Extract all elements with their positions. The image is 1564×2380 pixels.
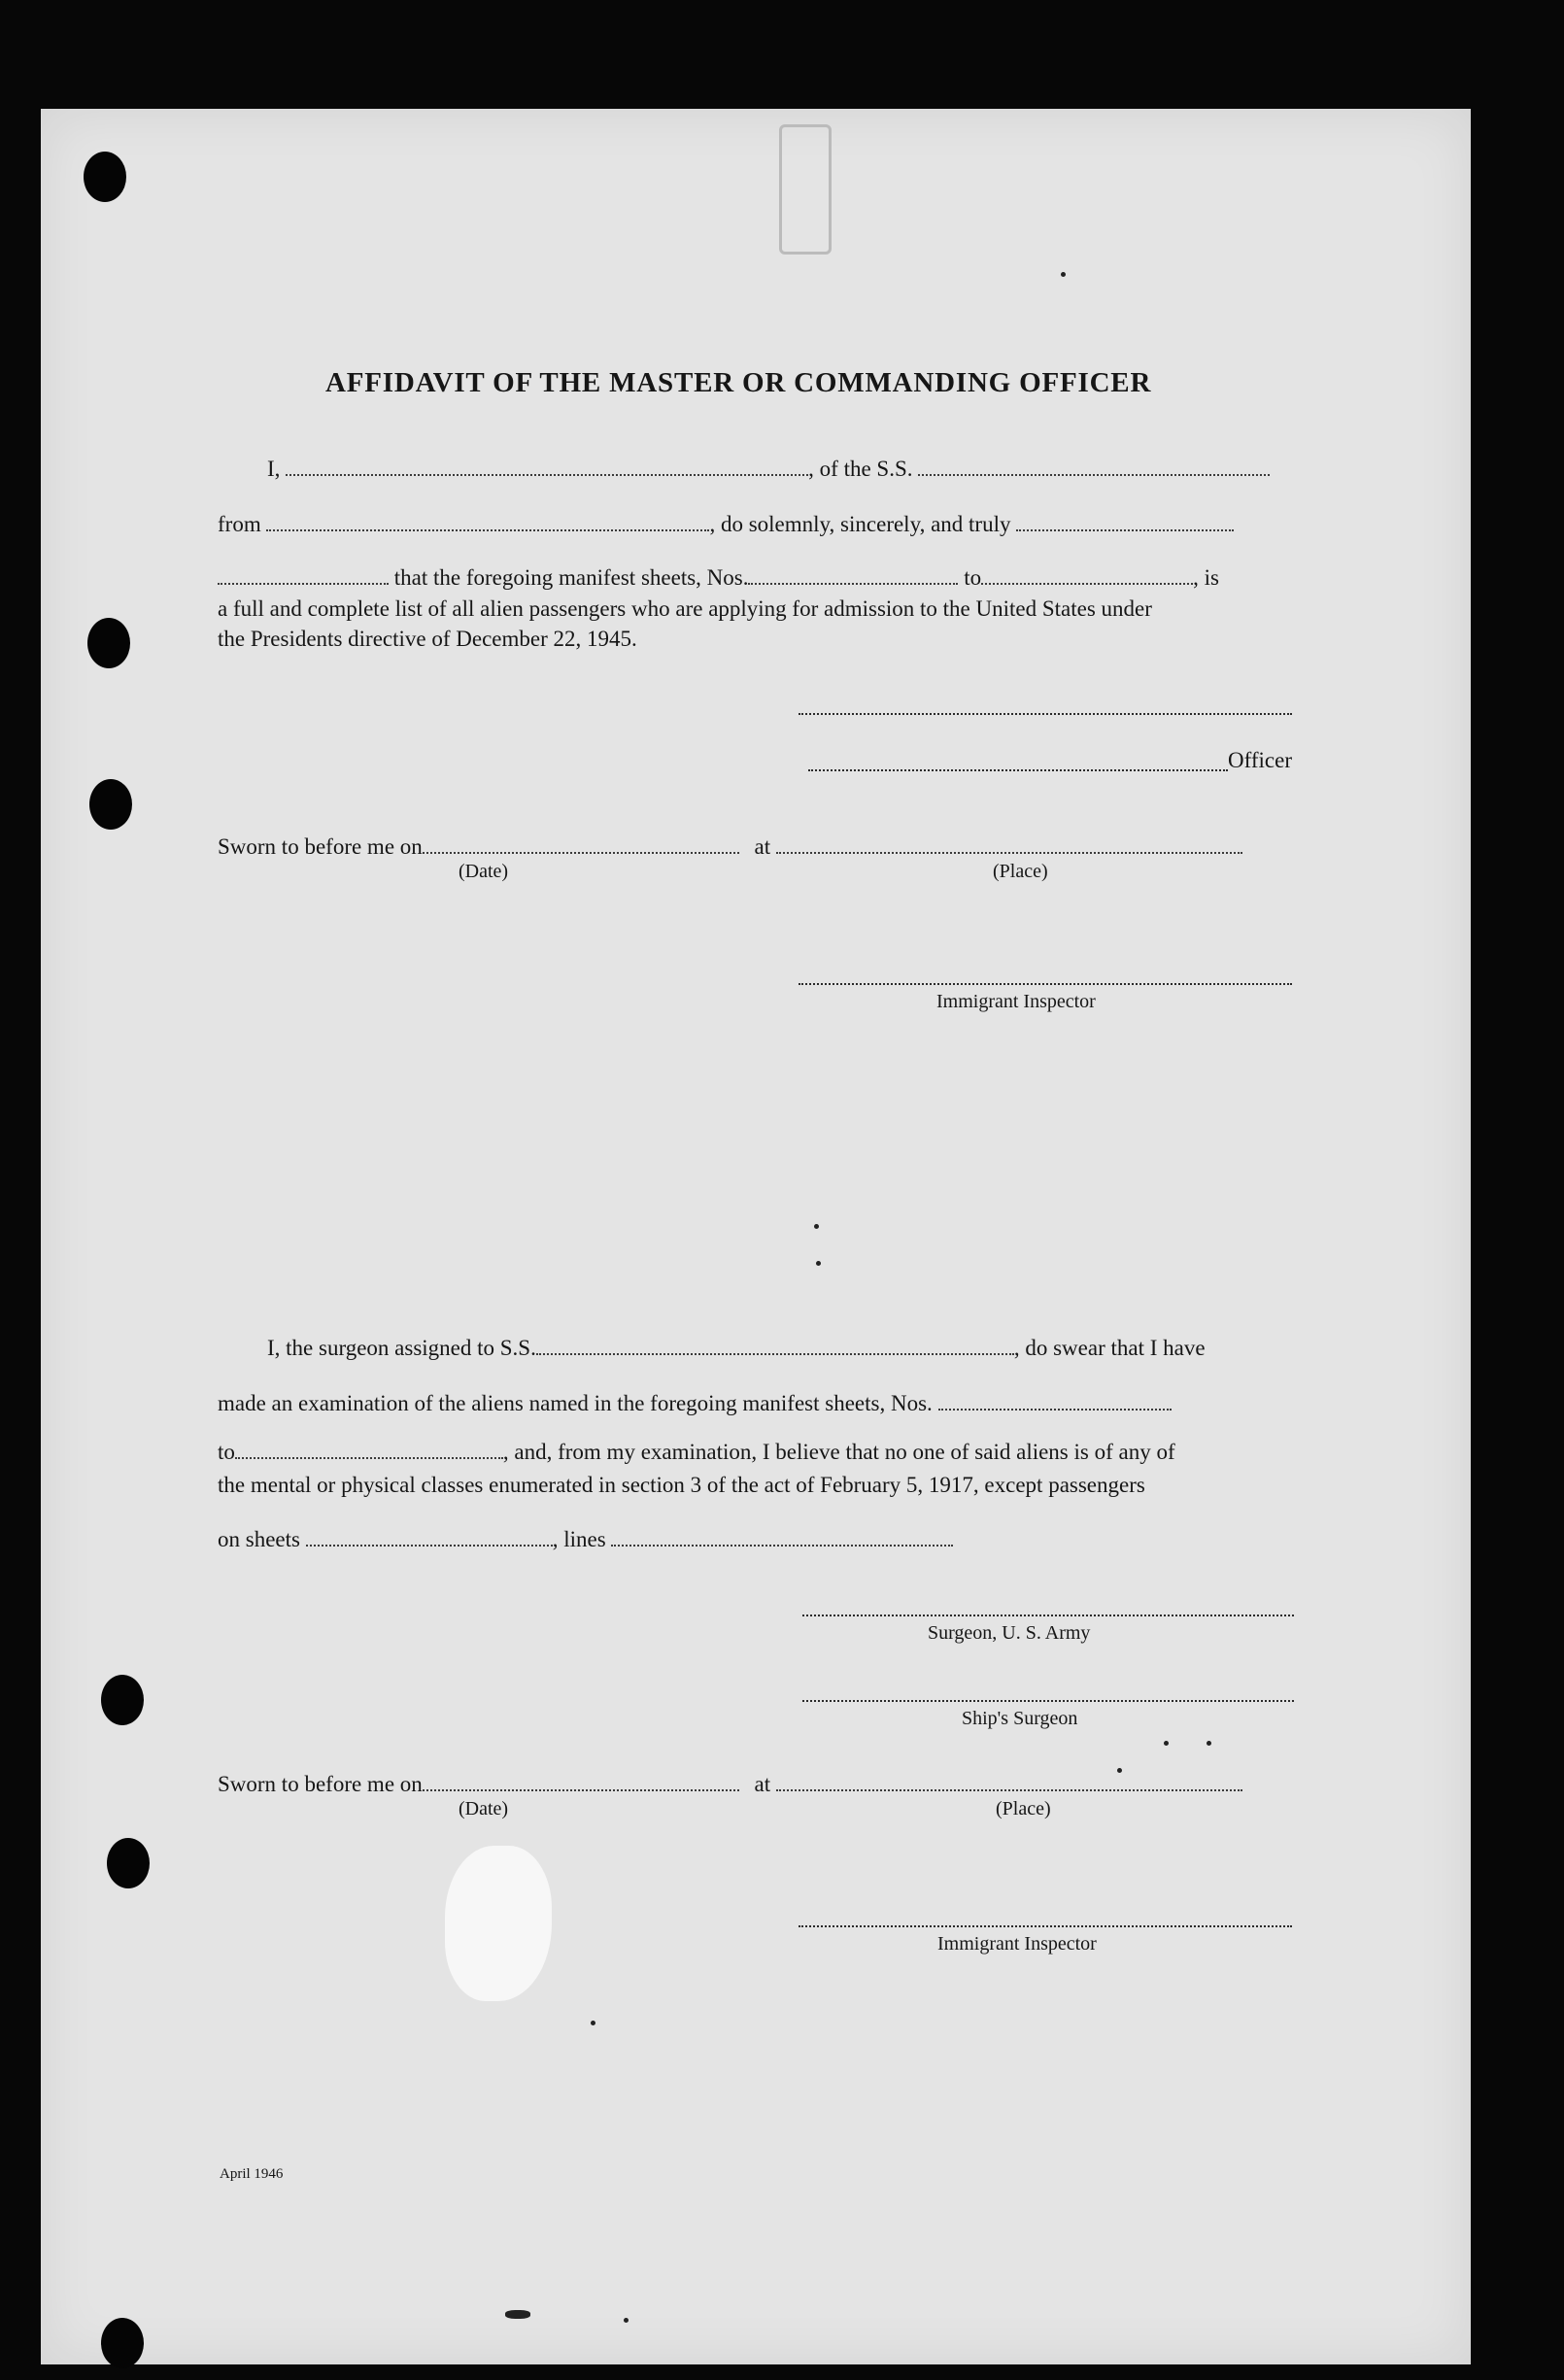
- manifest-prefix: that the foregoing manifest sheets, Nos.: [393, 565, 749, 590]
- ink-dot: [1061, 272, 1066, 277]
- page-title: AFFIDAVIT OF THE MASTER OR COMMANDING OFFICER: [325, 367, 1152, 398]
- of-ss-label: , of the S.S.: [808, 457, 913, 481]
- punch-hole: [84, 152, 126, 202]
- punch-hole: [101, 2318, 144, 2368]
- inspector-signature-line-2[interactable]: [799, 1925, 1292, 1927]
- form-date: April 1946: [220, 2166, 284, 2182]
- paragraph-line-2: a full and complete list of all alien passengers who are applying for admission to the United States under: [218, 596, 1152, 621]
- paper-smudge: [445, 1846, 552, 2001]
- surgeon-ship-field[interactable]: [536, 1353, 1014, 1355]
- surgeon-line-4: [218, 1473, 1145, 1498]
- master-line-3: [218, 565, 1219, 591]
- solemnly-text: , do solemnly, sincerely, and truly: [709, 512, 1011, 536]
- inspector-signature-line[interactable]: [799, 983, 1292, 985]
- sworn-label: Sworn to before me on: [218, 834, 423, 859]
- sheet-from-field[interactable]: [748, 583, 958, 585]
- army-surgeon-caption: Surgeon, U. S. Army: [928, 1622, 1091, 1644]
- at-label: at: [754, 834, 771, 859]
- ink-dot: [1117, 1768, 1122, 1773]
- surgeon-line-2: [218, 1391, 1172, 1416]
- sworn-date-field[interactable]: [423, 852, 739, 854]
- officer-signature-line[interactable]: [808, 769, 1228, 771]
- paragraph-line-3: the Presidents directive of December 22, 1945.: [218, 627, 637, 651]
- place-caption: (Place): [993, 861, 1048, 882]
- ink-dot: [1207, 1741, 1211, 1746]
- surgeon-to-label: to: [218, 1440, 235, 1464]
- master-name-field[interactable]: [286, 474, 808, 476]
- master-line-5: [218, 627, 637, 652]
- surgeon-line2: made an examination of the aliens named in the foregoing manifest sheets, Nos.: [218, 1391, 933, 1415]
- sworn-date-field-2[interactable]: [423, 1789, 739, 1791]
- surgeon-line3-rest: , and, from my examination, I believe that no one of said aliens is of any of: [502, 1440, 1175, 1464]
- ink-dot: [814, 1224, 819, 1229]
- port-field[interactable]: [266, 529, 709, 531]
- punch-hole: [89, 779, 132, 830]
- document-page: [41, 109, 1471, 2364]
- is-label: , is: [1193, 565, 1219, 590]
- surgeon-line1-end: , do swear that I have: [1013, 1336, 1206, 1360]
- officer-label: Officer: [1228, 748, 1292, 772]
- surgeon-sheet-to-field[interactable]: [235, 1457, 503, 1459]
- ink-dot: [1164, 1741, 1169, 1746]
- at-label-2: at: [754, 1772, 771, 1796]
- army-surgeon-signature-line[interactable]: [802, 1615, 1294, 1616]
- ship-surgeon-signature-line[interactable]: [802, 1700, 1294, 1702]
- place-caption-2: (Place): [996, 1798, 1051, 1819]
- sheet-to-field[interactable]: [981, 583, 1193, 585]
- exception-sheets-field[interactable]: [306, 1545, 553, 1547]
- surgeon-line-5: [218, 1527, 953, 1552]
- bleed-through-stamp: [779, 124, 832, 255]
- sworn-line-1: [218, 834, 1242, 860]
- master-line-2: [218, 512, 1234, 537]
- surgeon-line4: the mental or physical classes enumerated in section 3 of the act of February 5, 1917, except passengers: [218, 1473, 1145, 1497]
- sworn-label-2: Sworn to before me on: [218, 1772, 423, 1796]
- date-caption-2: (Date): [459, 1798, 509, 1819]
- ink-dot: [816, 1261, 821, 1266]
- to-label: to: [964, 565, 982, 590]
- punch-hole: [87, 618, 130, 668]
- ink-dot: [505, 2310, 530, 2319]
- ship-name-field[interactable]: [918, 474, 1270, 476]
- inspector-caption: Immigrant Inspector: [936, 991, 1096, 1012]
- surgeon-line-3: [218, 1440, 1175, 1465]
- surgeon-sheet-from-field[interactable]: [938, 1409, 1172, 1411]
- exception-lines-field[interactable]: [611, 1545, 953, 1547]
- lines-label: , lines: [552, 1527, 606, 1551]
- surgeon-line-1: [267, 1336, 1206, 1361]
- ink-dot: [624, 2318, 629, 2323]
- punch-hole: [101, 1675, 144, 1725]
- master-line-1: [267, 457, 1270, 482]
- oath-continuation-field[interactable]: [218, 583, 389, 585]
- from-label: from: [218, 512, 261, 536]
- sheets-label: on sheets: [218, 1527, 300, 1551]
- inspector-caption-2: Immigrant Inspector: [937, 1933, 1097, 1955]
- date-caption: (Date): [459, 861, 509, 882]
- i-label: I,: [267, 457, 281, 481]
- punch-hole: [107, 1838, 150, 1888]
- surgeon-line1-start: I, the surgeon assigned to S.S.: [267, 1336, 536, 1360]
- ship-surgeon-caption: Ship's Surgeon: [962, 1708, 1078, 1729]
- signature-line-blank[interactable]: [799, 713, 1292, 715]
- sworn-place-field-2[interactable]: [776, 1789, 1242, 1791]
- master-line-4: [218, 596, 1152, 622]
- sworn-place-field[interactable]: [776, 852, 1242, 854]
- ink-dot: [591, 2021, 595, 2025]
- oath-word-field[interactable]: [1016, 529, 1234, 531]
- sworn-line-2: [218, 1772, 1242, 1797]
